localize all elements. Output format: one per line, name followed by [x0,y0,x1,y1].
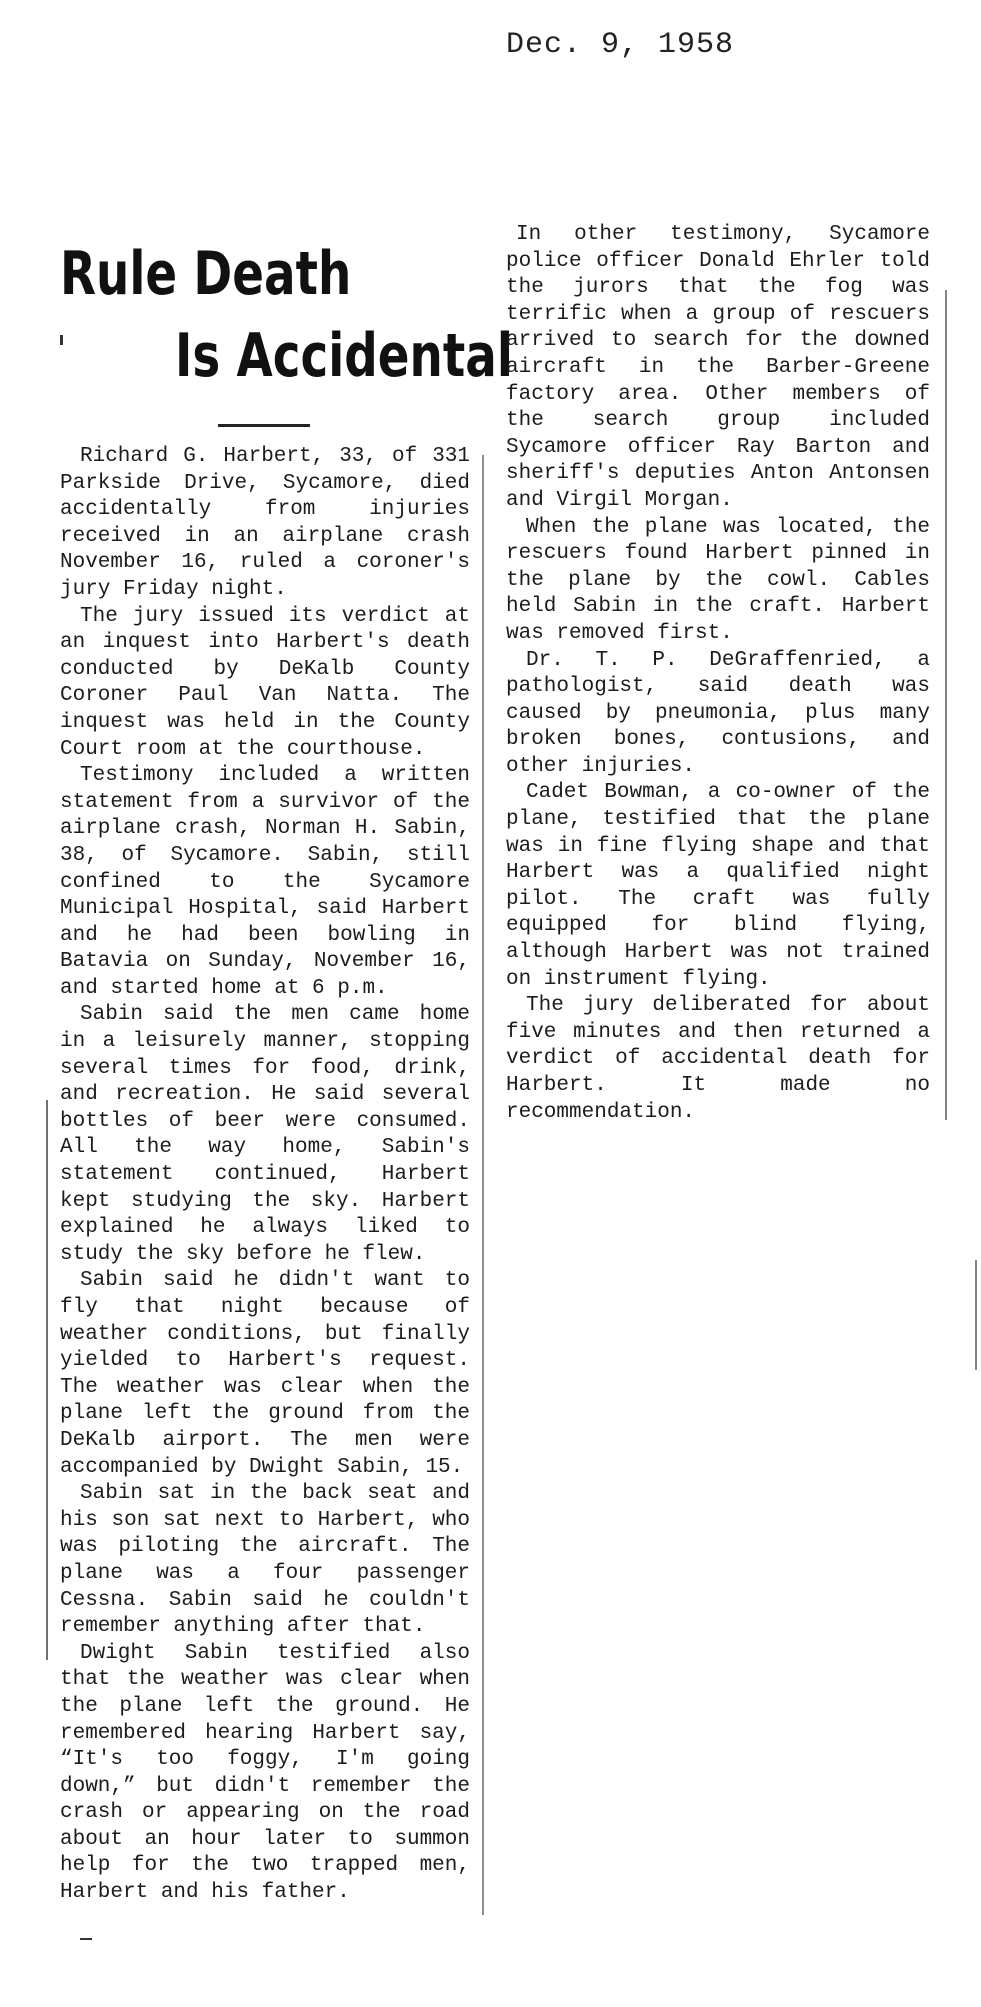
column-rule-left [46,1100,48,1660]
paragraph: Sabin sat in the back seat and his son sat next to Harbert, who was piloting the aircraft. The plane was a four passenger Cessna. Sabin said he couldn't remember anything after that. [60,1482,470,1639]
paragraph: Testimony included a written statement from a survivor of the airplane crash, Norman H. Sabin, 38, of Sycamore. Sabin, still confined to the Sycamore Municipal Hospital, said Harbert and he had been bowling in Batavia on Sunday, November 16, and started home at 6 p.m. [60,764,470,1000]
paragraph: Dr. T. P. DeGraffenried, a pathologist, said death was caused by pneumonia, plus many broken bones, contusions, and other injuries. [506,648,930,778]
column-rule-far-right [975,1260,977,1370]
column-rule-middle [482,455,484,1915]
scan-mark [60,335,63,345]
headline-divider [218,424,310,427]
article-column-right [506,222,930,1126]
scan-mark [80,1938,92,1940]
paragraph: Sabin said the men came home in a leisurely manner, stopping several times for food, drink, and recreation. He said several bottles of beer were consumed. All the way home, Sabin's statement continued, Harbert kept studying the sky. Harbert explained he always liked to study the sky before he flew. [60,1003,470,1266]
paragraph: Richard G. Harbert, 33, of 331 Parkside Drive, Sycamore, died accidentally from injuries received in an airplane crash November 16, ruled a coroner's jury Friday night. [60,445,470,601]
headline-line-2: Is Accidental [175,321,513,391]
column-rule-right [945,290,947,1120]
headline-line-1: Rule Death [60,239,352,309]
paragraph: In other testimony, Sycamore police officer Donald Ehrler told the jurors that the fog was terrific when a group of rescuers arrived to search for the downed aircraft in the Barber-Greene factory area. Other members of the search group included Sycamore officer Ray Barton and sheriff's deputies Anton Antonsen and Virgil Morgan. [506,223,930,512]
paragraph: The jury deliberated for about five minutes and then returned a verdict of accidental death for Harbert. It made no recommendation. [506,994,930,1124]
paragraph: When the plane was located, the rescuers found Harbert pinned in the plane by the cowl. Cables held Sabin in the craft. Harbert was removed first. [506,515,930,645]
headline [60,239,513,391]
paragraph: The jury issued its verdict at an inquest into Harbert's death conducted by DeKalb County Coroner Paul Van Natta. The inquest was held in the County Court room at the courthouse. [60,604,470,761]
paragraph: Dwight Sabin testified also that the weather was clear when the plane left the ground. He remembered hearing Harbert say, “It's too foggy, I'm going down,” but didn't remember the crash or appearing on the road about an hour later to summon help for the two trapped men, Harbert and his father. [60,1641,470,1905]
article-column-left [60,444,470,1907]
paragraph: Cadet Bowman, a co-owner of the plane, testified that the plane was in fine flying shape and that Harbert was a qualified night pilot. The craft was fully equipped for blind flying, although Harbert was not trained on instrument flying. [506,781,930,991]
paragraph: Sabin said he didn't want to fly that night because of weather conditions, but finally yielded to Harbert's request. The weather was clear when the plane left the ground from the DeKalb airport. The men were accompanied by Dwight Sabin, 15. [60,1269,470,1479]
date-stamp: Dec. 9, 1958 [506,28,735,62]
